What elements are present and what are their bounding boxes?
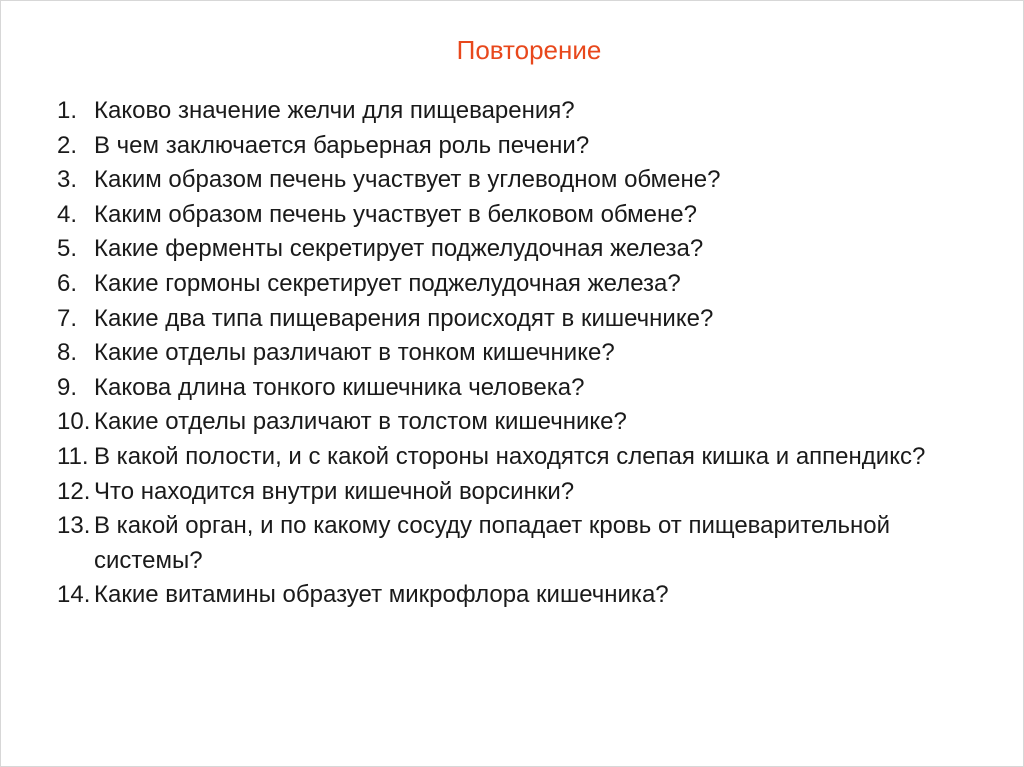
- question-number: 11.: [57, 442, 89, 470]
- question-number: 10.: [57, 408, 91, 436]
- question-list: [57, 94, 967, 613]
- question-number: 5.: [57, 235, 78, 263]
- question-item: [57, 371, 967, 406]
- question-number: 2.: [57, 131, 78, 159]
- question-item: [57, 267, 967, 302]
- question-text: В чем заключается барьерная роль печени?: [94, 131, 590, 159]
- question-item: [57, 129, 967, 164]
- question-item: [57, 405, 967, 440]
- question-number: 14.: [57, 581, 91, 609]
- question-text: Каким образом печень участвует в белковом обмене?: [94, 200, 697, 228]
- question-text: В какой полости, и с какой стороны находятся слепая кишка и аппендикс?: [94, 442, 926, 470]
- question-item: [57, 302, 967, 337]
- question-item: [57, 509, 967, 578]
- question-text: Каково значение желчи для пищеварения?: [94, 97, 575, 124]
- question-text: Какие отделы различают в толстом кишечнике?: [94, 408, 627, 436]
- question-text: Какова длина тонкого кишечника человека?: [94, 373, 585, 401]
- question-number: 4.: [57, 200, 78, 228]
- question-item: [57, 336, 967, 371]
- question-text: Какие два типа пищеварения происходят в кишечнике?: [94, 304, 714, 332]
- question-text: Какие отделы различают в тонком кишечнике?: [94, 339, 615, 367]
- question-number: 7.: [57, 304, 78, 332]
- question-number: 13.: [57, 512, 91, 540]
- question-item: [57, 475, 967, 510]
- question-number: 3.: [57, 166, 78, 194]
- question-item: [57, 94, 967, 129]
- question-number: 1.: [57, 97, 78, 124]
- question-item: [57, 232, 967, 267]
- question-number: 9.: [57, 373, 78, 401]
- question-text: Какие гормоны секретирует поджелудочная железа?: [94, 269, 681, 297]
- question-item: [57, 440, 967, 475]
- question-text: Какие ферменты секретирует поджелудочная железа?: [94, 235, 704, 263]
- question-number: 6.: [57, 269, 78, 297]
- question-text: В какой орган, и по какому сосуду попадает кровь от пищеварительной системы?: [94, 512, 891, 574]
- question-text: Каким образом печень участвует в углеводном обмене?: [94, 166, 721, 194]
- question-text: Что находится внутри кишечной ворсинки?: [94, 477, 575, 505]
- question-number: 12.: [57, 477, 91, 505]
- question-item: [57, 163, 967, 198]
- slide-title: Повторение: [456, 35, 602, 65]
- question-number: 8.: [57, 339, 78, 367]
- question-item: [57, 578, 967, 613]
- question-text: Какие витамины образует микрофлора кишечника?: [94, 581, 669, 609]
- question-item: [57, 198, 967, 233]
